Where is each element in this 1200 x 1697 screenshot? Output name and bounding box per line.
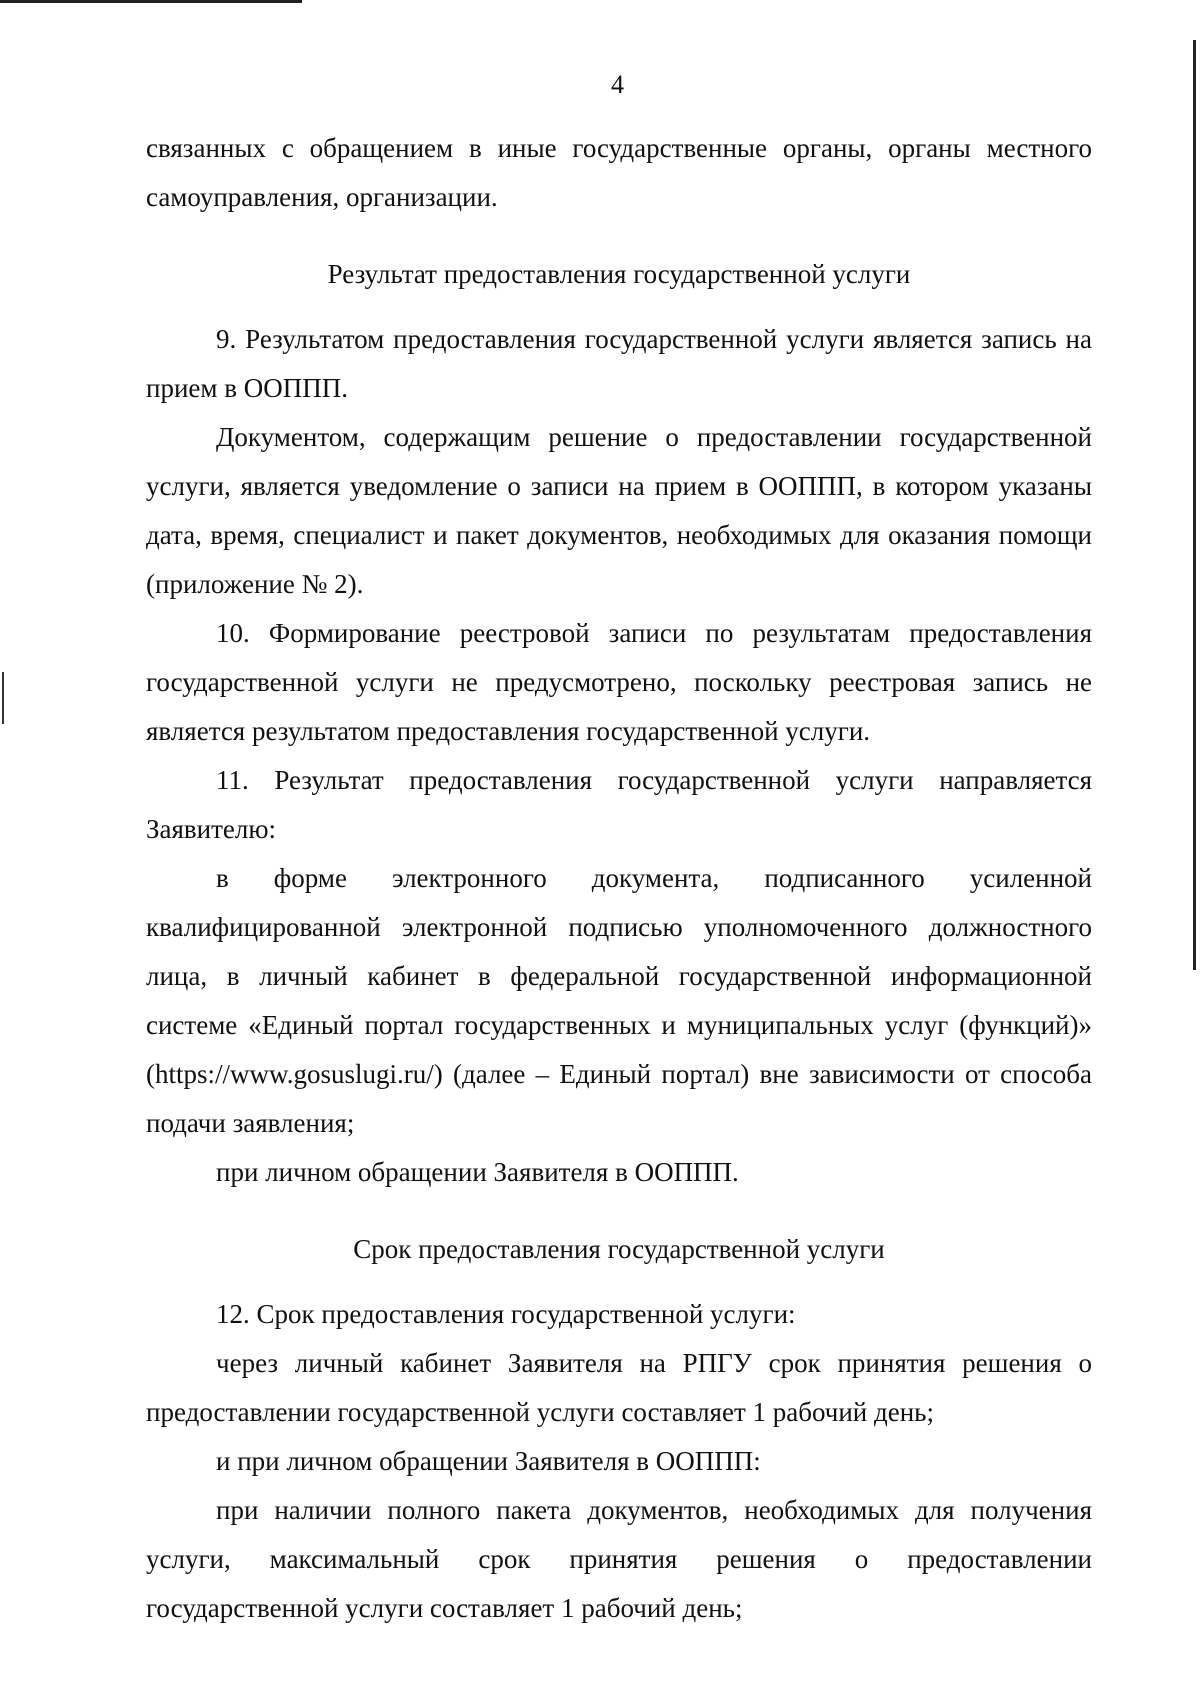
scan-artifact-right-edge xyxy=(1193,40,1196,970)
paragraph-item-11: 11. Результат предоставления государственной услуги направляется Заявителю: xyxy=(146,765,1092,844)
paragraph-result-document: Документом, содержащим решение о предоставлении государственной услуги, является уведомление о записи на прием в ООППП, в котором указаны дата, время, специалист и пакет документов, необходимых для оказания помощи (приложение № 2). xyxy=(146,422,1092,599)
paragraph-full-package-term: при наличии полного пакета документов, необходимых для получения услуги, максимальный срок принятия решения о предоставлении государственной услуги составляет 1 рабочий день; xyxy=(146,1495,1092,1623)
document-body xyxy=(146,124,1092,1633)
spacer xyxy=(146,1197,1092,1225)
spacer xyxy=(146,1274,1092,1290)
paragraph-item-12: 12. Срок предоставления государственной услуги: xyxy=(216,1299,796,1329)
section-heading-term: Срок предоставления государственной услуги xyxy=(353,1234,885,1264)
paragraph-item-10: 10. Формирование реестровой записи по результатам предоставления государственной услуги не предусмотрено, поскольку реестровая запись не является результатом предоставления государственной услуги. xyxy=(146,618,1092,746)
spacer xyxy=(146,299,1092,315)
paragraph-online-term: через личный кабинет Заявителя на РПГУ срок принятия решения о предоставлении государственной услуги составляет 1 рабочий день; xyxy=(146,1348,1092,1427)
paragraph-item-9: 9. Результатом предоставления государственной услуги является запись на прием в ООППП. xyxy=(146,324,1092,403)
scan-artifact-top-line xyxy=(0,0,302,3)
paragraph-electronic-form: в форме электронного документа, подписанного усиленной квалифицированной электронной подписью уполномоченного должностного лица, в личный кабинет в федеральной государственной информационной системе «Единый портал государственных и муниципальных услуг (функций)» (https://www.gosuslugi.ru/) (далее – Единый портал) вне зависимости от способа подачи заявления; xyxy=(146,863,1092,1138)
page-number: 4 xyxy=(611,70,624,99)
paragraph-in-person-intro: и при личном обращении Заявителя в ООППП: xyxy=(216,1446,761,1476)
scan-artifact-left-mark xyxy=(2,672,4,724)
spacer xyxy=(146,222,1092,250)
paragraph-personal-visit: при личном обращении Заявителя в ООППП. xyxy=(216,1157,739,1187)
paragraph-continuation: связанных с обращением в иные государственные органы, органы местного самоуправления, организации. xyxy=(146,133,1092,212)
section-heading-result: Результат предоставления государственной услуги xyxy=(327,259,911,289)
